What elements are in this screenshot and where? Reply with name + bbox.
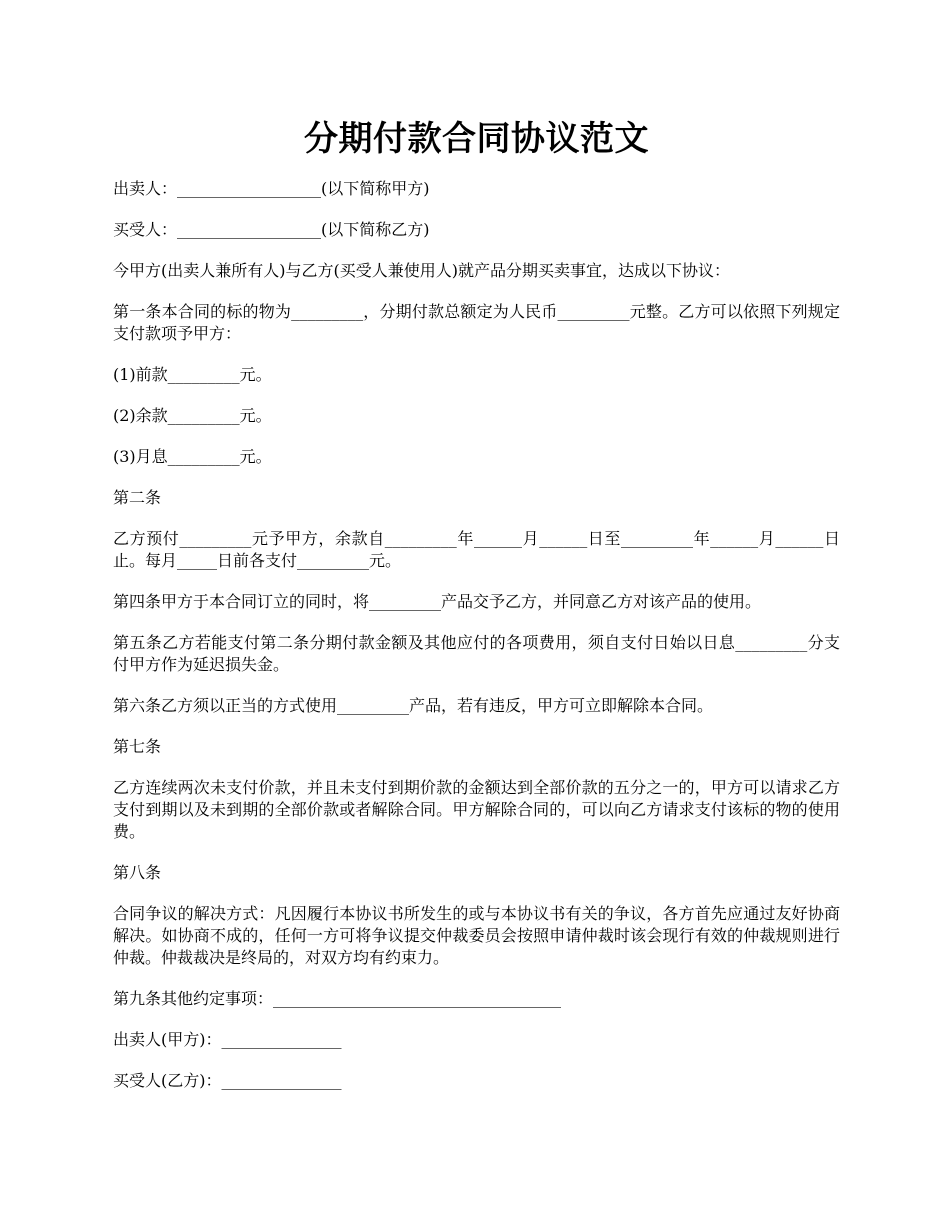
article-9-paragraph: 第九条其他约定事项：____________________________________ bbox=[113, 989, 562, 1008]
document-page bbox=[113, 0, 840, 1092]
buyer-line: 买受人：__________________(以下简称乙方) bbox=[113, 220, 430, 239]
seller-signature-line: 出卖人(甲方)：_______________ bbox=[113, 1030, 342, 1049]
article-7-paragraph: 乙方连续两次未支付价款，并且未支付到期价款的金额达到全部价款的五分之一的，甲方可以请求乙方支付到期以及未到期的全部价款或者解除合同。甲方解除合同的，可以向乙方请求支付该标的物的使用费。 bbox=[113, 778, 840, 841]
article-5-paragraph: 第五条乙方若能支付第二条分期付款金额及其他应付的各项费用，须自支付日始以日息_________分支付甲方作为延迟损失金。 bbox=[113, 633, 840, 674]
article-2-heading: 第二条 bbox=[113, 488, 162, 507]
article-1-paragraph: 第一条本合同的标的物为_________，分期付款总额定为人民币_________元整。乙方可以依照下列规定支付款项予甲方： bbox=[113, 302, 840, 343]
article-7-heading: 第七条 bbox=[113, 737, 162, 756]
seller-line: 出卖人：__________________(以下简称甲方) bbox=[113, 179, 430, 198]
document-title: 分期付款合同协议范文 bbox=[304, 119, 649, 159]
down-payment-item: (1)前款_________元。 bbox=[113, 365, 272, 384]
article-2-paragraph: 乙方预付_________元予甲方，余款自_________年______月______日至_________年______月______日止。每月_____日前各支付_________元。 bbox=[113, 529, 840, 570]
buyer-signature-line: 买受人(乙方)：_______________ bbox=[113, 1071, 342, 1090]
article-6-paragraph: 第六条乙方须以正当的方式使用_________产品，若有违反，甲方可立即解除本合同。 bbox=[113, 696, 714, 715]
monthly-interest-item: (3)月息_________元。 bbox=[113, 447, 272, 466]
article-8-paragraph: 合同争议的解决方式：凡因履行本协议书所发生的或与本协议书有关的争议，各方首先应通过友好协商解决。如协商不成的，任何一方可将争议提交仲裁委员会按照申请仲裁时该会现行有效的仲裁规则进行仲裁。仲裁裁决是终局的，对双方均有约束力。 bbox=[113, 904, 840, 967]
article-8-heading: 第八条 bbox=[113, 863, 162, 882]
preamble-paragraph: 今甲方(出卖人兼所有人)与乙方(买受人兼使用人)就产品分期买卖事宜，达成以下协议： bbox=[113, 261, 730, 280]
balance-item: (2)余款_________元。 bbox=[113, 406, 272, 425]
article-4-paragraph: 第四条甲方于本合同订立的同时，将_________产品交予乙方，并同意乙方对该产品的使用。 bbox=[113, 592, 762, 611]
